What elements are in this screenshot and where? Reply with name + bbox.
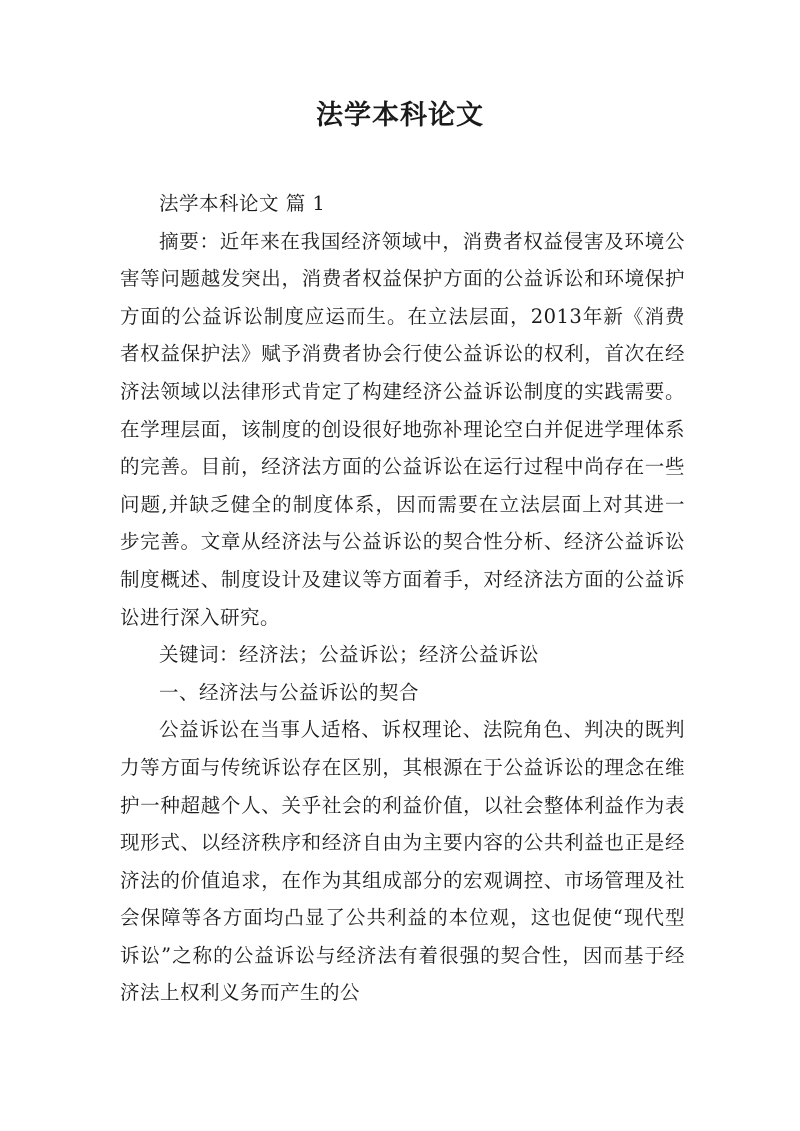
section-1-heading: 一、经济法与公益诉讼的契合 xyxy=(159,680,420,704)
section-heading: 法学本科论文 篇 1 xyxy=(159,192,326,215)
abstract-paragraph: 摘要：近年来在我国经济领域中，消费者权益侵害及环境公害等问题越发突出，消费者权益保护方面的公益诉讼和环境保护方面的公益诉讼制度应运而生。在立法层面，2013年新《消费者权益保护法》赋予消费者协会行使公益诉讼的权利，首次在经济法领域以法律形式肯定了构建经济公益诉讼制度的实践需要。在学理层面，该制度的创设很好地弥补理论空白并促进学理体系的完善。目前，经济法方面的公益诉讼在运行过程中尚存在一些问题,并缺乏健全的制度体系，因而需要在立法层面上对其进一步完善。文章从经济法与公益诉讼的契合性分析、经济公益诉讼制度概述、制度设计及建议等方面着手，对经济法方面的公益诉讼进行深入研究。 xyxy=(120,229,685,629)
document-body xyxy=(120,185,685,1012)
document-title: 法学本科论文 xyxy=(316,100,484,131)
keywords-line: 关键词：经济法；公益诉讼；经济公益诉讼 xyxy=(159,643,540,667)
section-1-paragraph: 公益诉讼在当事人适格、诉权理论、法院角色、判决的既判力等方面与传统诉讼存在区别，其根源在于公益诉讼的理念在维护一种超越个人、关乎社会的利益价值，以社会整体利益作为表现形式、以经济秩序和经济自由为主要内容的公共利益也正是经济法的价值追求，在作为其组成部分的宏观调控、市场管理及社会保障等各方面均凸显了公共利益的本位观，这也促使“现代型诉讼”之称的公益诉讼与经济法有着很强的契合性，因而基于经济法上权利义务而产生的公 xyxy=(120,718,685,1005)
